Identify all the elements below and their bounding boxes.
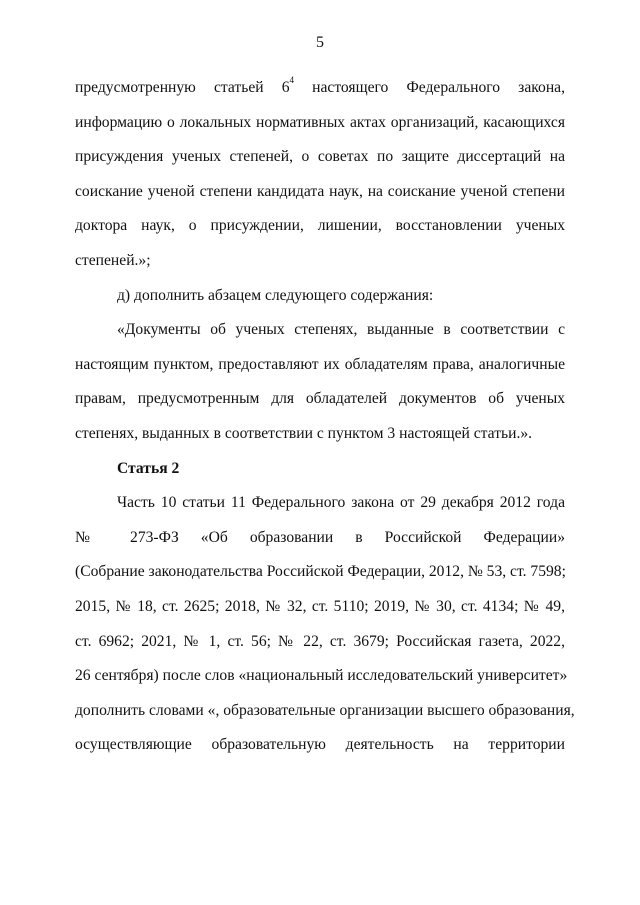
superscript: 4 <box>289 75 295 85</box>
text-line <box>75 209 565 244</box>
text-line <box>75 106 565 141</box>
text-line <box>75 417 565 452</box>
text-line <box>75 140 565 175</box>
text-line-content: д) дополнить абзацем следующего содержания: <box>117 286 434 304</box>
text-line-content: Статья 2 <box>117 459 180 477</box>
text-line <box>75 71 565 106</box>
page-number: 5 <box>316 34 324 51</box>
text-line-content: степеней.»; <box>75 251 151 269</box>
text-line <box>75 521 565 556</box>
text-line <box>75 175 565 210</box>
text-line-content: настоящим пунктом, предоставляют их обладателям права, аналогичные <box>75 355 565 373</box>
text-line-content: правам, предусмотренным для обладателей документов об ученых <box>75 390 565 408</box>
text-line <box>75 590 565 625</box>
text-line-content: присуждения ученых степеней, о советах по защите диссертаций на <box>75 148 565 166</box>
text-line <box>75 486 565 521</box>
text-line-content: № 273-ФЗ «Об образовании в Российской Федерации» <box>75 528 565 546</box>
text-line <box>75 348 565 383</box>
text-line-content: 26 сентября) после слов «национальный исследовательский университет» <box>75 667 568 685</box>
text-line <box>75 625 565 660</box>
text-line-content: «Документы об ученых степенях, выданные в соответствии с <box>117 321 565 339</box>
text-line-content: Часть 10 статьи 11 Федерального закона от 29 декабря 2012 года <box>117 494 565 512</box>
article-heading <box>75 452 565 487</box>
text-line <box>75 728 565 763</box>
text-line-content: доктора наук, о присуждении, лишении, восстановлении ученых <box>75 217 565 235</box>
text-line-content: ст. 6962; 2021, № 1, ст. 56; № 22, ст. 3679; Российская газета, 2022, <box>75 632 565 650</box>
text-line-content: дополнить словами «, образовательные организации высшего образования, <box>75 701 575 719</box>
text-line-content: степенях, выданных в соответствии с пунктом 3 настоящей статьи.». <box>75 424 533 442</box>
text-line-content: информацию о локальных нормативных актах организаций, касающихся <box>75 113 565 131</box>
text-line <box>75 279 565 314</box>
text-line-content: осуществляющие образовательную деятельность на территории <box>75 736 565 754</box>
text-line-content: (Собрание законодательства Российской Федерации, 2012, № 53, ст. 7598; <box>75 563 566 581</box>
text-line <box>75 382 565 417</box>
text-line <box>75 244 565 279</box>
text-line-content: соискание ученой степени кандидата наук, на соискание ученой степени <box>75 182 565 200</box>
text-line <box>75 694 575 729</box>
text-line-continuation: настоящего Федерального закона, <box>294 79 565 96</box>
text-line-content: предусмотренную статьей 6 <box>75 79 290 96</box>
text-line <box>75 555 565 590</box>
text-line <box>75 313 565 348</box>
text-line-content: 2015, № 18, ст. 2625; 2018, № 32, ст. 5110; 2019, № 30, ст. 4134; № 49, <box>75 597 565 615</box>
document-body <box>75 71 575 763</box>
text-line <box>75 659 568 694</box>
